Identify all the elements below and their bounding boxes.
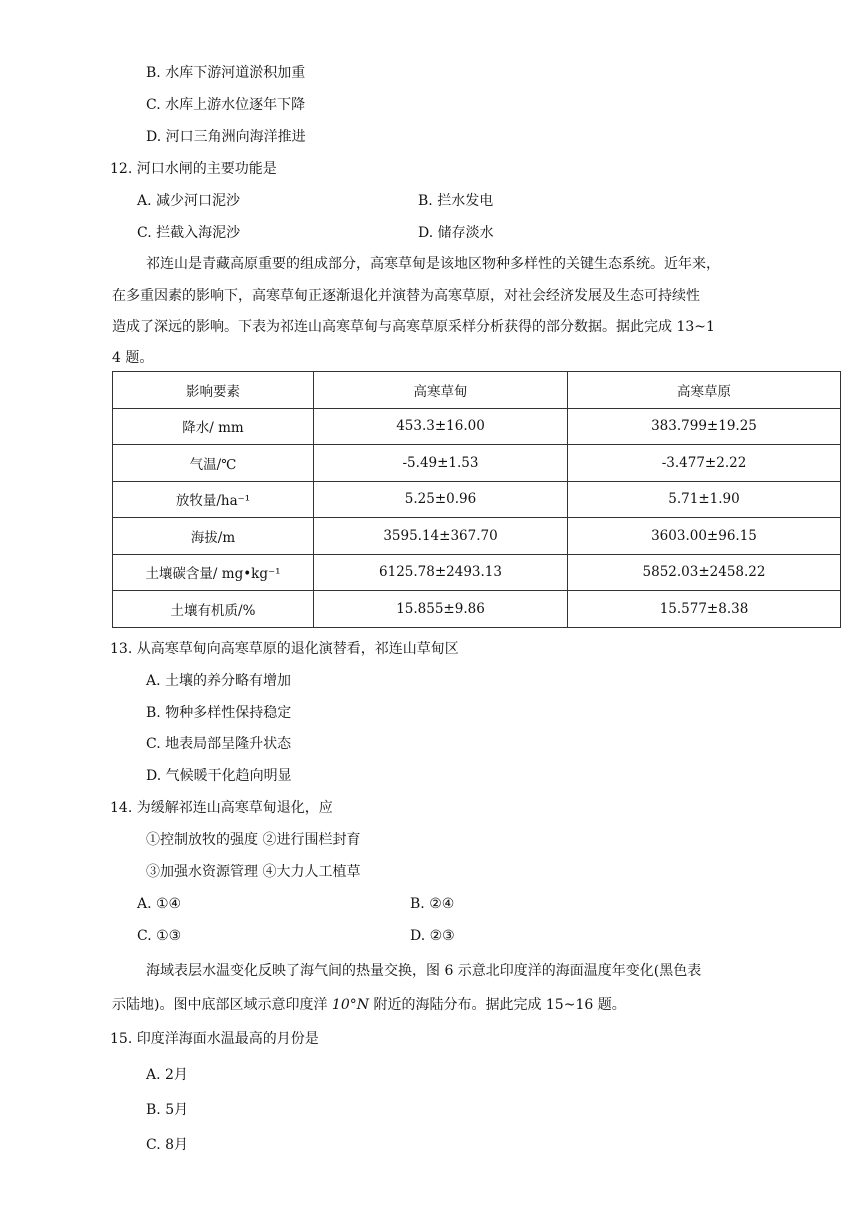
table-cell: 15.855±9.86 — [314, 591, 568, 628]
q12-stem: 12. 河口水闸的主要功能是 — [110, 161, 277, 177]
table-row — [113, 445, 841, 482]
passage2-line2-part1: 示陆地)。图中底部区域示意印度洋 — [112, 997, 332, 1013]
table-cell: 降水/ mm — [113, 408, 314, 445]
q15-option-b: B. 5月 — [146, 1102, 189, 1118]
q14-option-d: D. ②③ — [410, 928, 455, 944]
q15-option-a: A. 2月 — [146, 1067, 188, 1083]
q14-option-b: B. ②④ — [410, 896, 455, 912]
q14-stem: 14. 为缓解祁连山高寒草甸退化，应 — [110, 800, 333, 816]
table-cell: 土壤有机质/% — [113, 591, 314, 628]
q13-option-a: A. 土壤的养分略有增加 — [146, 673, 292, 689]
q13-option-d: D. 气候暖干化趋向明显 — [146, 768, 292, 784]
passage2-line1: 海域表层水温变化反映了海气间的热量交换，图 6 示意北印度洋的海面温度年变化(黑色表 — [146, 963, 702, 979]
table-row — [113, 591, 841, 628]
table-cell: 放牧量/ha⁻¹ — [113, 481, 314, 518]
q14-items-row1: ①控制放牧的强度 ②进行围栏封育 — [146, 832, 361, 848]
q12-option-b: B. 拦水发电 — [418, 193, 494, 209]
passage2-line2-part3: 附近的海陆分布。据此完成 15~16 题。 — [369, 997, 626, 1013]
table-cell: 15.577±8.38 — [568, 591, 841, 628]
table-cell: 5.25±0.96 — [314, 481, 568, 518]
passage1-line4: 4 题。 — [112, 350, 154, 366]
table-header-cell: 高寒草原 — [568, 372, 841, 409]
table-row — [113, 408, 841, 445]
table-cell: -5.49±1.53 — [314, 445, 568, 482]
table-cell: 6125.78±2493.13 — [314, 554, 568, 591]
q14-option-c: C. ①③ — [137, 928, 182, 944]
passage1-line2: 在多重因素的影响下，高寒草甸正逐渐退化并演替为高寒草原，对社会经济发展及生态可持续性 — [112, 288, 700, 304]
table-row — [113, 481, 841, 518]
grassland-data-table — [112, 371, 841, 628]
table-cell: 383.799±19.25 — [568, 408, 841, 445]
table-cell: 453.3±16.00 — [314, 408, 568, 445]
table-cell: 海拔/m — [113, 518, 314, 555]
table-header-row — [113, 372, 841, 409]
q11-option-c: C. 水库上游水位逐年下降 — [146, 97, 306, 113]
q14-items-row2: ③加强水资源管理 ④大力人工植草 — [146, 864, 361, 880]
table-cell: 3595.14±367.70 — [314, 518, 568, 555]
q15-option-c: C. 8月 — [146, 1137, 189, 1153]
table-row — [113, 518, 841, 555]
q12-option-c: C. 拦截入海泥沙 — [137, 225, 241, 241]
passage2-line2 — [112, 996, 626, 1014]
table-header-cell: 影响要素 — [113, 372, 314, 409]
table-header-cell: 高寒草甸 — [314, 372, 568, 409]
passage1-line1: 祁连山是青藏高原重要的组成部分，高寒草甸是该地区物种多样性的关键生态系统。近年来， — [146, 256, 720, 272]
q13-option-c: C. 地表局部呈隆升状态 — [146, 736, 292, 752]
table-cell: -3.477±2.22 — [568, 445, 841, 482]
q11-option-d: D. 河口三角洲向海洋推进 — [146, 129, 306, 145]
table-cell: 5.71±1.90 — [568, 481, 841, 518]
table-cell: 3603.00±96.15 — [568, 518, 841, 555]
q13-stem: 13. 从高寒草甸向高寒草原的退化演替看，祁连山草甸区 — [110, 641, 459, 657]
q12-option-a: A. 减少河口泥沙 — [137, 193, 241, 209]
table-cell: 5852.03±2458.22 — [568, 554, 841, 591]
q11-option-b: B. 水库下游河道淤积加重 — [146, 65, 306, 81]
q14-option-a: A. ①④ — [137, 896, 182, 912]
table-cell: 气温/℃ — [113, 445, 314, 482]
latitude-10n: 10°N — [331, 997, 369, 1013]
table-row — [113, 554, 841, 591]
q15-stem: 15. 印度洋海面水温最高的月份是 — [110, 1031, 319, 1047]
q12-option-d: D. 储存淡水 — [418, 225, 494, 241]
passage1-line3: 造成了深远的影响。下表为祁连山高寒草甸与高寒草原采样分析获得的部分数据。据此完成 13~1 — [112, 319, 715, 335]
q13-option-b: B. 物种多样性保持稳定 — [146, 705, 292, 721]
table-cell: 土壤碳含量/ mg•kg⁻¹ — [113, 554, 314, 591]
